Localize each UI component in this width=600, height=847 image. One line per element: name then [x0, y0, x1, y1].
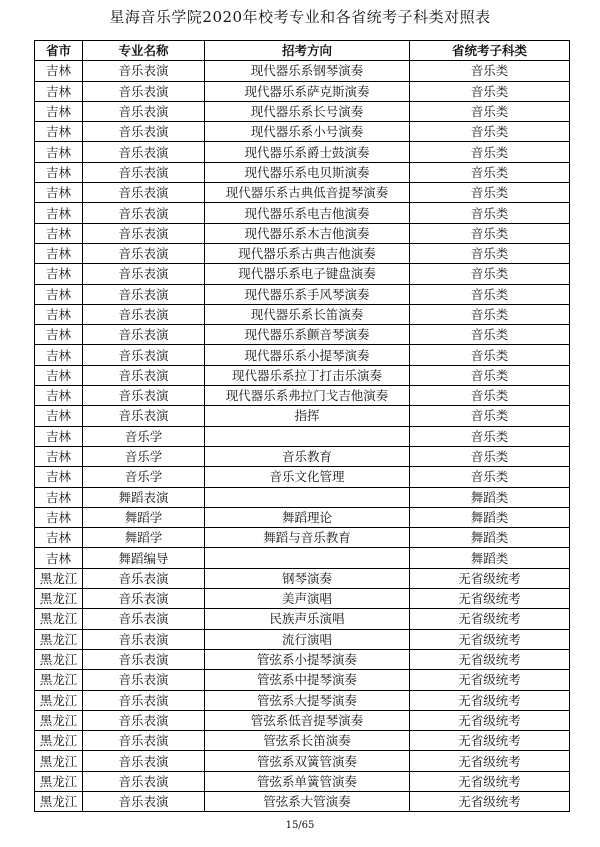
- cell-exam-category: 无省级统考: [410, 710, 570, 730]
- cell-direction: 现代器乐系木吉他演奏: [205, 223, 410, 243]
- cell-major: 音乐学: [83, 467, 205, 487]
- cell-province: 黑龙江: [35, 771, 83, 791]
- header-province: 省市: [35, 41, 83, 61]
- cell-exam-category: 无省级统考: [410, 731, 570, 751]
- cell-province: 黑龙江: [35, 731, 83, 751]
- cell-exam-category: 舞蹈类: [410, 528, 570, 548]
- table-row: [35, 142, 570, 162]
- cell-direction: [205, 487, 410, 507]
- header-exam-category: 省统考子科类: [410, 41, 570, 61]
- cell-direction: [205, 548, 410, 568]
- table-row: [35, 771, 570, 791]
- cell-direction: 现代器乐系长号演奏: [205, 101, 410, 121]
- page-number: 15/65: [285, 820, 315, 831]
- cell-exam-category: 舞蹈类: [410, 507, 570, 527]
- cell-exam-category: 无省级统考: [410, 771, 570, 791]
- table-row: [35, 751, 570, 771]
- table-row: [35, 548, 570, 568]
- cell-province: 黑龙江: [35, 609, 83, 629]
- cell-direction: 现代器乐系拉丁打击乐演奏: [205, 365, 410, 385]
- table-row: [35, 426, 570, 446]
- table-row: [35, 325, 570, 345]
- cell-direction: 钢琴演奏: [205, 568, 410, 588]
- cell-exam-category: 无省级统考: [410, 791, 570, 811]
- cell-major: 音乐表演: [83, 325, 205, 345]
- cell-major: 音乐表演: [83, 791, 205, 811]
- cell-direction: 音乐教育: [205, 446, 410, 466]
- cell-province: 吉林: [35, 386, 83, 406]
- cell-direction: 流行演唱: [205, 629, 410, 649]
- cell-province: 黑龙江: [35, 629, 83, 649]
- table-row: [35, 223, 570, 243]
- table-row: [35, 528, 570, 548]
- cell-direction: 管弦系单簧管演奏: [205, 771, 410, 791]
- cell-exam-category: 音乐类: [410, 101, 570, 121]
- cell-province: 吉林: [35, 101, 83, 121]
- header-direction: 招考方向: [205, 41, 410, 61]
- cell-major: 音乐表演: [83, 568, 205, 588]
- cell-province: 吉林: [35, 304, 83, 324]
- cell-direction: 现代器乐系手风琴演奏: [205, 284, 410, 304]
- cell-province: 黑龙江: [35, 751, 83, 771]
- cell-exam-category: 音乐类: [410, 162, 570, 182]
- cell-province: 吉林: [35, 61, 83, 81]
- table-row: [35, 446, 570, 466]
- cell-major: 音乐表演: [83, 345, 205, 365]
- cell-province: 吉林: [35, 548, 83, 568]
- cell-province: 黑龙江: [35, 568, 83, 588]
- cell-exam-category: 无省级统考: [410, 589, 570, 609]
- cell-major: 音乐表演: [83, 406, 205, 426]
- cell-province: 吉林: [35, 345, 83, 365]
- cell-direction: 民族声乐演唱: [205, 609, 410, 629]
- cell-province: 吉林: [35, 183, 83, 203]
- cell-exam-category: 无省级统考: [410, 649, 570, 669]
- cell-province: 吉林: [35, 528, 83, 548]
- table-row: [35, 791, 570, 811]
- cell-exam-category: 无省级统考: [410, 690, 570, 710]
- cell-province: 吉林: [35, 406, 83, 426]
- table-row: [35, 81, 570, 101]
- table-row: [35, 731, 570, 751]
- cell-province: 黑龙江: [35, 690, 83, 710]
- cell-major: 音乐表演: [83, 386, 205, 406]
- table-row: [35, 284, 570, 304]
- table-row: [35, 304, 570, 324]
- cell-major: 音乐学: [83, 446, 205, 466]
- cell-province: 吉林: [35, 507, 83, 527]
- cell-exam-category: 音乐类: [410, 304, 570, 324]
- cell-major: 音乐表演: [83, 81, 205, 101]
- cell-major: 音乐表演: [83, 101, 205, 121]
- cell-exam-category: 音乐类: [410, 284, 570, 304]
- comparison-table: [34, 40, 570, 812]
- cell-province: 吉林: [35, 325, 83, 345]
- cell-direction: 现代器乐系长笛演奏: [205, 304, 410, 324]
- cell-exam-category: 音乐类: [410, 365, 570, 385]
- table-row: [35, 61, 570, 81]
- cell-exam-category: 音乐类: [410, 223, 570, 243]
- cell-major: 舞蹈编导: [83, 548, 205, 568]
- cell-major: 音乐表演: [83, 731, 205, 751]
- table-row: [35, 264, 570, 284]
- cell-direction: 现代器乐系爵士鼓演奏: [205, 142, 410, 162]
- cell-direction: 管弦系大管演奏: [205, 791, 410, 811]
- cell-major: 音乐表演: [83, 589, 205, 609]
- cell-exam-category: 音乐类: [410, 345, 570, 365]
- cell-major: 音乐表演: [83, 710, 205, 730]
- cell-exam-category: 音乐类: [410, 243, 570, 263]
- table-row: [35, 589, 570, 609]
- cell-major: 音乐表演: [83, 751, 205, 771]
- cell-major: 音乐表演: [83, 609, 205, 629]
- table-row: [35, 243, 570, 263]
- table-row: [35, 162, 570, 182]
- cell-province: 吉林: [35, 81, 83, 101]
- cell-exam-category: 无省级统考: [410, 751, 570, 771]
- table-row: [35, 365, 570, 385]
- table-row: [35, 670, 570, 690]
- cell-major: 音乐表演: [83, 365, 205, 385]
- table-header-row: [35, 41, 570, 61]
- cell-province: 吉林: [35, 487, 83, 507]
- table-row: [35, 629, 570, 649]
- cell-province: 吉林: [35, 467, 83, 487]
- cell-province: 黑龙江: [35, 710, 83, 730]
- cell-major: 舞蹈学: [83, 528, 205, 548]
- cell-province: 吉林: [35, 142, 83, 162]
- cell-direction: 现代器乐系小提琴演奏: [205, 345, 410, 365]
- table-row: [35, 345, 570, 365]
- cell-exam-category: 无省级统考: [410, 609, 570, 629]
- cell-exam-category: 无省级统考: [410, 670, 570, 690]
- cell-exam-category: 无省级统考: [410, 629, 570, 649]
- table-row: [35, 203, 570, 223]
- cell-exam-category: 音乐类: [410, 203, 570, 223]
- cell-direction: 现代器乐系电贝斯演奏: [205, 162, 410, 182]
- cell-major: 音乐表演: [83, 304, 205, 324]
- cell-exam-category: 音乐类: [410, 61, 570, 81]
- cell-province: 吉林: [35, 426, 83, 446]
- cell-direction: 现代器乐系古典低音提琴演奏: [205, 183, 410, 203]
- table-row: [35, 406, 570, 426]
- cell-direction: 管弦系双簧管演奏: [205, 751, 410, 771]
- cell-exam-category: 音乐类: [410, 406, 570, 426]
- cell-direction: 音乐文化管理: [205, 467, 410, 487]
- cell-exam-category: 音乐类: [410, 122, 570, 142]
- cell-direction: 现代器乐系电子键盘演奏: [205, 264, 410, 284]
- table-row: [35, 183, 570, 203]
- cell-province: 吉林: [35, 446, 83, 466]
- cell-direction: 管弦系低音提琴演奏: [205, 710, 410, 730]
- cell-exam-category: 音乐类: [410, 142, 570, 162]
- cell-major: 音乐表演: [83, 771, 205, 791]
- cell-direction: 现代器乐系弗拉门戈吉他演奏: [205, 386, 410, 406]
- table-row: [35, 710, 570, 730]
- cell-province: 吉林: [35, 122, 83, 142]
- cell-province: 吉林: [35, 203, 83, 223]
- cell-province: 吉林: [35, 223, 83, 243]
- cell-direction: 指挥: [205, 406, 410, 426]
- cell-major: 舞蹈学: [83, 507, 205, 527]
- cell-direction: 管弦系长笛演奏: [205, 731, 410, 751]
- cell-province: 吉林: [35, 284, 83, 304]
- cell-exam-category: 无省级统考: [410, 568, 570, 588]
- cell-province: 吉林: [35, 264, 83, 284]
- page-title: 星海音乐学院2020年校考专业和各省统考子科类对照表: [109, 8, 491, 26]
- table-row: [35, 649, 570, 669]
- cell-direction: 舞蹈理论: [205, 507, 410, 527]
- cell-direction: 管弦系中提琴演奏: [205, 670, 410, 690]
- cell-direction: 舞蹈与音乐教育: [205, 528, 410, 548]
- table-row: [35, 568, 570, 588]
- table-row: [35, 690, 570, 710]
- cell-exam-category: 舞蹈类: [410, 487, 570, 507]
- cell-direction: 管弦系大提琴演奏: [205, 690, 410, 710]
- cell-province: 黑龙江: [35, 670, 83, 690]
- cell-direction: 管弦系小提琴演奏: [205, 649, 410, 669]
- cell-major: 音乐表演: [83, 649, 205, 669]
- cell-major: 音乐表演: [83, 264, 205, 284]
- cell-major: 音乐表演: [83, 162, 205, 182]
- table-row: [35, 487, 570, 507]
- cell-direction: 现代器乐系电吉他演奏: [205, 203, 410, 223]
- table-row: [35, 122, 570, 142]
- cell-major: 音乐表演: [83, 203, 205, 223]
- cell-major: 音乐表演: [83, 122, 205, 142]
- cell-province: 黑龙江: [35, 589, 83, 609]
- table-row: [35, 467, 570, 487]
- cell-major: 音乐表演: [83, 142, 205, 162]
- table-row: [35, 609, 570, 629]
- cell-major: 音乐表演: [83, 223, 205, 243]
- cell-direction: 现代器乐系钢琴演奏: [205, 61, 410, 81]
- cell-major: 舞蹈表演: [83, 487, 205, 507]
- cell-exam-category: 音乐类: [410, 183, 570, 203]
- cell-exam-category: 音乐类: [410, 325, 570, 345]
- header-major: 专业名称: [83, 41, 205, 61]
- cell-major: 音乐表演: [83, 284, 205, 304]
- cell-exam-category: 音乐类: [410, 386, 570, 406]
- cell-major: 音乐表演: [83, 690, 205, 710]
- cell-province: 黑龙江: [35, 791, 83, 811]
- cell-major: 音乐表演: [83, 61, 205, 81]
- table-row: [35, 101, 570, 121]
- cell-direction: 现代器乐系颤音琴演奏: [205, 325, 410, 345]
- cell-direction: 现代器乐系小号演奏: [205, 122, 410, 142]
- cell-province: 吉林: [35, 243, 83, 263]
- cell-exam-category: 音乐类: [410, 446, 570, 466]
- cell-province: 黑龙江: [35, 649, 83, 669]
- cell-major: 音乐表演: [83, 183, 205, 203]
- table-row: [35, 507, 570, 527]
- cell-direction: 现代器乐系萨克斯演奏: [205, 81, 410, 101]
- cell-exam-category: 音乐类: [410, 81, 570, 101]
- cell-direction: 现代器乐系古典吉他演奏: [205, 243, 410, 263]
- cell-exam-category: 音乐类: [410, 467, 570, 487]
- cell-major: 音乐表演: [83, 629, 205, 649]
- cell-major: 音乐表演: [83, 670, 205, 690]
- cell-direction: [205, 426, 410, 446]
- cell-province: 吉林: [35, 162, 83, 182]
- cell-direction: 美声演唱: [205, 589, 410, 609]
- cell-major: 音乐表演: [83, 243, 205, 263]
- cell-province: 吉林: [35, 365, 83, 385]
- cell-major: 音乐学: [83, 426, 205, 446]
- table-row: [35, 386, 570, 406]
- cell-exam-category: 音乐类: [410, 264, 570, 284]
- cell-exam-category: 音乐类: [410, 426, 570, 446]
- table-body: [35, 61, 570, 812]
- cell-exam-category: 舞蹈类: [410, 548, 570, 568]
